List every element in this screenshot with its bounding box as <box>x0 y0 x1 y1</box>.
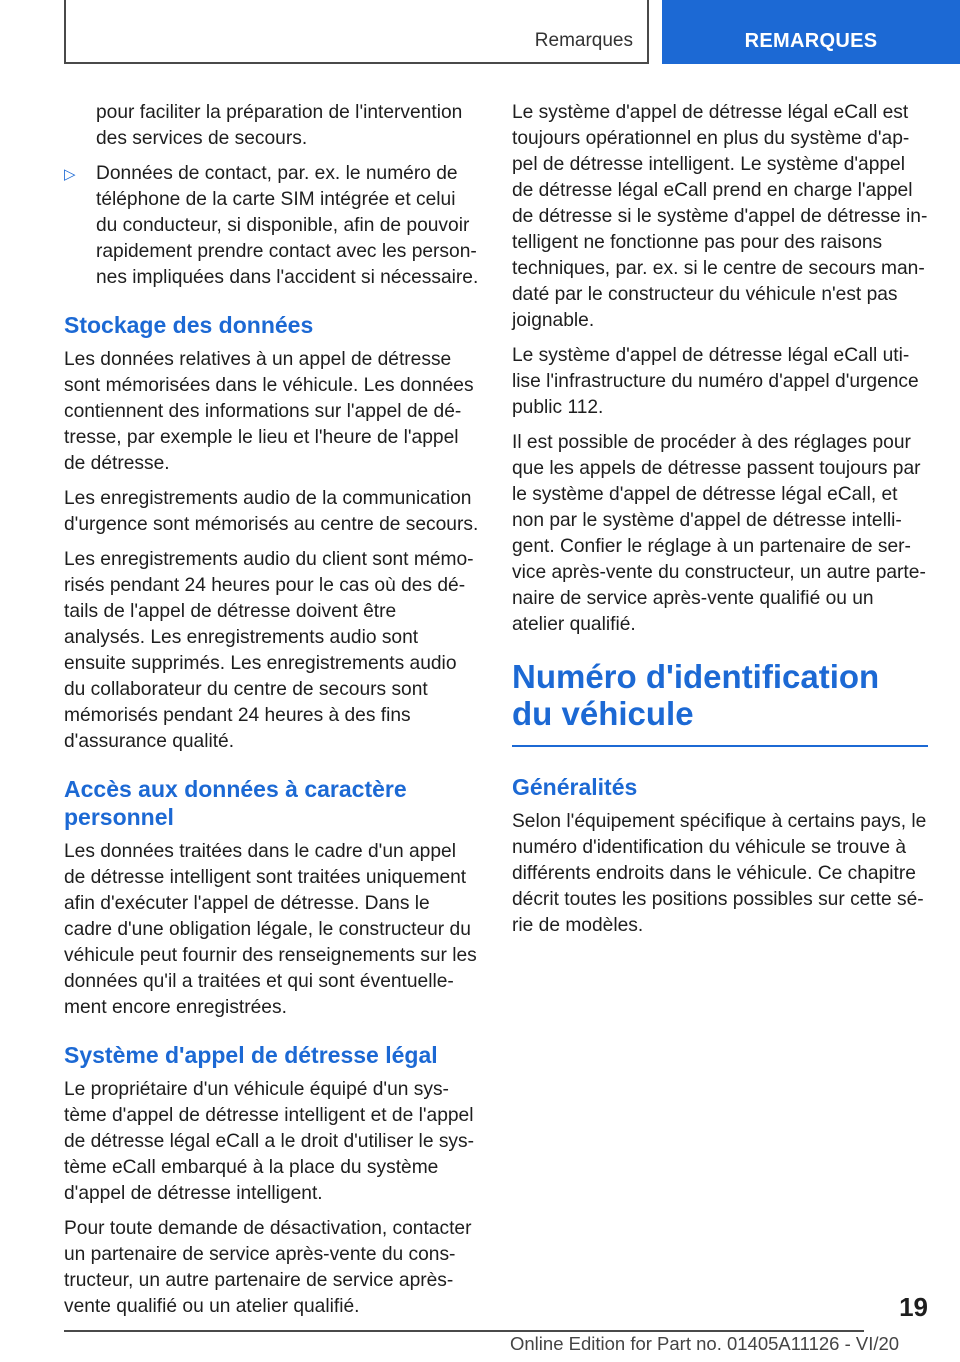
paragraph: Selon l'équipement spécifique à certains pays, le numéro d'identification du véhicule se trouve à différents endroits dans le véhicule. Ce chapitre décrit toutes les positions possibles sur cette série de modèles. <box>512 811 927 936</box>
header-section-title: Remarques <box>534 30 633 51</box>
list-item-text: Données de contact, par. ex. le numéro de téléphone de la carte SIM intégrée et celui du conducteur, si disponible, afin de pouvoir rapidement prendre contact avec les personnes impliquées dans l'accident si nécessaire. <box>96 163 479 288</box>
left-column <box>64 100 482 1329</box>
paragraph: Les données relatives à un appel de détresse sont mémorisées dans le véhicule. Les données contiennent des informations sur l'appel de détresse, par exemple le lieu et l'heure de l'appel de détresse. <box>64 349 474 474</box>
paragraph: Pour toute demande de désactivation, contacter un partenaire de service après-vente du constructeur, un autre partenaire de service après-vente qualifié ou un atelier qualifié. <box>64 1218 472 1317</box>
paragraph: Le système d'appel de détresse légal eCall utilise l'infrastructure du numéro d'appel d'urgence public 112. <box>512 345 919 418</box>
paragraph: Les enregistrements audio du client sont mémorisés pendant 24 heures pour le cas où des détails de l'appel de détresse doivent être analysés. Les enregistrements audio sont ensuite supprimés. Les enregistrements audio du collaborateur du centre de secours sont mémorisés pendant 24 heures à des fins d'assurance qualité. <box>64 549 474 752</box>
bullet-continuation: pour faciliter la préparation de l'intervention des services de secours. <box>96 102 463 149</box>
page-number: 19 <box>899 1292 928 1322</box>
heading-numero-identification: Numéro d'identification du véhicule <box>512 658 928 747</box>
header-chapter-tab: REMARQUES <box>662 0 960 64</box>
header-section-box <box>64 0 649 64</box>
edition-note: Online Edition for Part no. 01405A11126 - VI/20 <box>510 1333 900 1354</box>
right-column <box>512 100 928 948</box>
paragraph: Le système d'appel de détresse légal eCall est toujours opérationnel en plus du système d'appel de détresse intelligent. Le système d'appel de détresse légal eCall prend en charge l'appel de détresse si le système d'appel de détresse intelligent ne fonctionne pas pour des raisons techniques, par. ex. si le centre de secours mandaté par le constructeur du véhicule n'est pas joignable. <box>512 102 928 331</box>
paragraph: Les enregistrements audio de la communication d'urgence sont mémorisés au centre de secours. <box>64 488 479 535</box>
paragraph: Il est possible de procéder à des réglages pour que les appels de détresse passent toujours par le système d'appel de détresse légal eCall, et non par le système d'appel de détresse intelligent. Confier le réglage à un partenaire de service après-vente du constructeur, un autre partenaire de service après-vente qualifié ou un atelier qualifié. <box>512 432 926 635</box>
heading-generalites: Généralités <box>512 774 638 800</box>
paragraph: Le propriétaire d'un véhicule équipé d'un système d'appel de détresse intelligent et de l'appel de détresse légal eCall a le droit d'utiliser le système eCall embarqué à la place du système d'appel de détresse intelligent. <box>64 1079 474 1204</box>
list-item <box>64 161 482 291</box>
paragraph: Les données traitées dans le cadre d'un appel de détresse intelligent sont traitées uniquement afin d'exécuter l'appel de détresse. Dans le cadre d'une obligation légale, le constructeur du véhicule peut fournir des renseignements sur les données qu'il a traitées et qui sont éventuellement encore enregistrées. <box>64 841 477 1018</box>
heading-acces: Accès aux données à caractère personnel <box>64 776 407 830</box>
triangle-bullet-icon: ▷ <box>64 166 76 183</box>
heading-stockage: Stockage des données <box>64 312 314 338</box>
footer-divider <box>64 1330 864 1332</box>
heading-systeme: Système d'appel de détresse légal <box>64 1042 438 1068</box>
